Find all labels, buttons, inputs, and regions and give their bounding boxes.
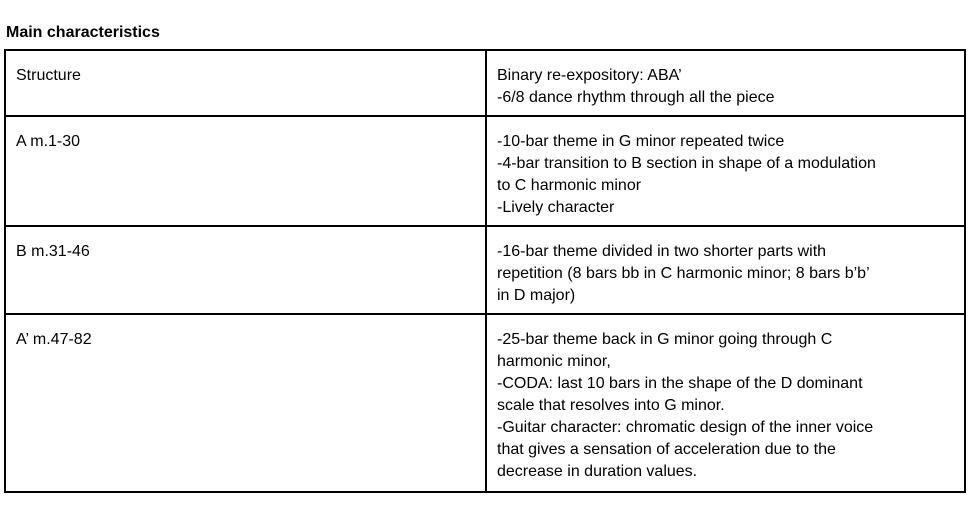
description-line: harmonic minor, [497, 353, 611, 370]
table-row-section-a-prime [5, 314, 965, 492]
table-row-section-a [5, 116, 965, 226]
description-line: -Guitar character: chromatic design of the inner voice [497, 419, 874, 436]
row-description [486, 226, 965, 314]
description-line: -4-bar transition to B section in shape of a modulation [497, 155, 876, 172]
description-line: -10-bar theme in G minor repeated twice [497, 133, 785, 150]
description-line: that gives a sensation of acceleration due to the [497, 441, 836, 458]
description-line: decrease in duration values. [497, 463, 698, 480]
description-line: Binary re-expository: ABA’ [497, 67, 682, 84]
description-line: -16-bar theme divided in two shorter parts with [497, 243, 827, 260]
description-line: -Lively character [497, 199, 615, 216]
description-line: in D major) [497, 287, 576, 304]
characteristics-table [4, 49, 966, 493]
description-line: -6/8 dance rhythm through all the piece [497, 89, 775, 106]
section-heading: Main characteristics [6, 24, 160, 41]
description-line: scale that resolves into G minor. [497, 397, 725, 414]
table-row-structure [5, 50, 965, 116]
row-description [486, 116, 965, 226]
description-line: repetition (8 bars bb in C harmonic minor; 8 bars b’b’ [497, 265, 870, 282]
row-label: Structure [5, 50, 486, 116]
description-line: -CODA: last 10 bars in the shape of the D dominant [497, 375, 863, 392]
row-label: A’ m.47-82 [5, 314, 486, 492]
row-label: B m.31-46 [5, 226, 486, 314]
row-description [486, 314, 965, 492]
description-line: to C harmonic minor [497, 177, 642, 194]
table-row-section-b [5, 226, 965, 314]
row-description [486, 50, 965, 116]
description-line: -25-bar theme back in G minor going through C [497, 331, 833, 348]
row-label: A m.1-30 [5, 116, 486, 226]
